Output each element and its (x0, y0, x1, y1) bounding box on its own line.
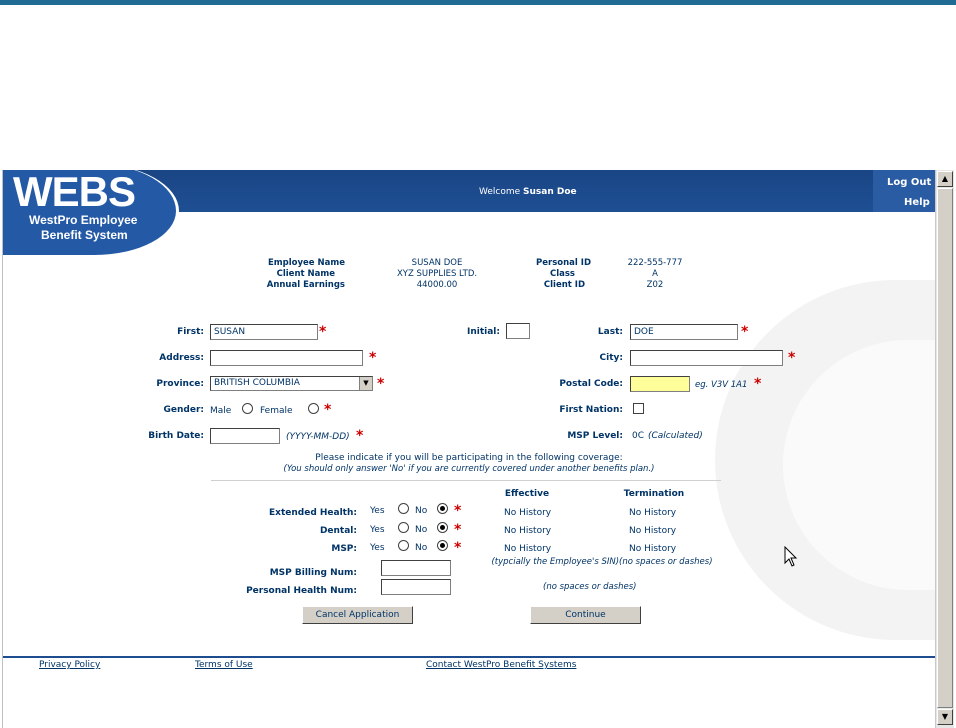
employee-name-value: SUSAN DOE (411, 258, 463, 268)
msp-no-radio[interactable] (437, 540, 448, 551)
coverage-instruction: Please indicate if you will be participating in the following coverage: (315, 453, 623, 463)
logout-link[interactable]: Log Out (887, 177, 932, 188)
client-name-label: Client Name (276, 269, 335, 279)
initial-label: Initial: (467, 327, 500, 337)
welcome-message (479, 187, 577, 197)
birth-date-input[interactable] (210, 428, 280, 444)
required-marker: * (454, 540, 462, 556)
required-marker: * (754, 376, 762, 392)
extended-health-yes-label: Yes (370, 506, 385, 516)
top-rule (0, 0, 956, 5)
last-name-input[interactable]: DOE (630, 324, 738, 340)
gender-male-radio[interactable] (242, 403, 253, 414)
required-marker: * (788, 350, 796, 366)
scroll-up-icon[interactable]: ▲ (937, 171, 953, 187)
dental-no-label: No (415, 525, 428, 535)
msp-level-label: MSP Level: (567, 431, 623, 441)
class-label: Class (549, 269, 575, 279)
initial-input[interactable] (506, 323, 530, 339)
mouse-cursor-icon (784, 546, 798, 568)
scroll-thumb[interactable] (937, 188, 953, 708)
dental-termination: No History (629, 526, 677, 536)
city-label: City: (599, 353, 623, 363)
province-selected-value: BRITISH COLUMBIA (214, 378, 300, 388)
first-nation-label: First Nation: (559, 405, 623, 415)
address-input[interactable] (210, 350, 363, 366)
required-marker: * (356, 428, 364, 444)
province-label: Province: (156, 379, 204, 389)
postal-code-label: Postal Code: (559, 379, 623, 389)
dental-label: Dental: (319, 526, 357, 536)
msp-no-label: No (415, 543, 428, 553)
help-link[interactable]: Help (904, 197, 930, 208)
required-marker: * (741, 324, 749, 340)
welcome-user: Susan Doe (523, 187, 577, 197)
extended-health-termination: No History (629, 508, 677, 518)
contact-link[interactable]: Contact WestPro Benefit Systems (426, 660, 577, 670)
postal-code-input[interactable] (630, 376, 690, 392)
client-name-value: XYZ SUPPLIES LTD. (396, 269, 478, 279)
msp-effective: No History (504, 544, 552, 554)
city-input[interactable] (630, 350, 783, 366)
postal-code-hint: eg. V3V 1A1 (695, 380, 748, 390)
required-marker: * (454, 503, 462, 519)
extended-health-no-label: No (415, 506, 428, 516)
chevron-down-icon[interactable]: ▼ (359, 377, 372, 390)
dental-no-radio[interactable] (437, 522, 448, 533)
vertical-scrollbar[interactable] (935, 170, 954, 728)
logo-text: WEBS (13, 170, 135, 215)
privacy-policy-link[interactable]: Privacy Policy (39, 660, 101, 670)
dental-effective: No History (504, 526, 552, 536)
dental-yes-radio[interactable] (398, 522, 409, 533)
terms-of-use-link[interactable]: Terms of Use (195, 660, 253, 670)
msp-billing-input[interactable] (381, 560, 451, 576)
employee-name-label: Employee Name (267, 258, 345, 268)
divider (211, 480, 721, 481)
browser-frame (2, 170, 954, 728)
continue-button[interactable]: Continue (530, 606, 641, 624)
cancel-application-button[interactable]: Cancel Application (302, 606, 413, 624)
footer-divider (3, 656, 935, 658)
msp-yes-radio[interactable] (398, 540, 409, 551)
province-select[interactable] (210, 376, 373, 391)
class-value: A (652, 269, 658, 279)
first-name-input[interactable]: SUSAN (210, 324, 318, 340)
msp-level-note: (Calculated) (648, 431, 703, 441)
required-marker: * (377, 376, 385, 392)
msp-billing-note: (typcially the Employee's SIN)(no spaces or dashes) (491, 557, 713, 567)
dental-yes-label: Yes (370, 525, 385, 535)
logo-subtitle-line2: Benefit System (41, 228, 128, 242)
gender-male-label: Male (210, 406, 232, 416)
birth-date-hint: (YYYY-MM-DD) (286, 432, 350, 442)
personal-health-num-label: Personal Health Num: (246, 586, 357, 596)
extended-health-label: Extended Health: (269, 508, 357, 518)
address-label: Address: (159, 353, 204, 363)
personal-health-num-input[interactable] (381, 579, 451, 595)
msp-billing-label: MSP Billing Num: (269, 568, 357, 578)
required-marker: * (454, 522, 462, 538)
first-name-label: First: (177, 327, 204, 337)
gender-female-radio[interactable] (308, 403, 319, 414)
annual-earnings-label: Annual Earnings (266, 280, 345, 290)
msp-level-value: 0C (632, 431, 645, 441)
annual-earnings-value: 44000.00 (416, 280, 458, 290)
first-nation-checkbox[interactable] (633, 403, 644, 414)
msp-termination: No History (629, 544, 677, 554)
extended-health-effective: No History (504, 508, 552, 518)
termination-header: Termination (623, 489, 685, 499)
required-marker: * (324, 402, 332, 418)
client-id-value: Z02 (646, 280, 664, 290)
client-id-label: Client ID (543, 280, 585, 290)
msp-label: MSP: (331, 544, 357, 554)
birth-date-label: Birth Date: (148, 431, 204, 441)
msp-yes-label: Yes (370, 543, 385, 553)
gender-female-label: Female (260, 406, 293, 416)
effective-header: Effective (504, 489, 550, 499)
scroll-down-icon[interactable]: ▼ (937, 709, 953, 725)
required-marker: * (319, 324, 327, 340)
gender-label: Gender: (163, 405, 204, 415)
phn-note: (no spaces or dashes) (543, 582, 637, 592)
welcome-prefix: Welcome (479, 187, 521, 197)
logo-subtitle-line1: WestPro Employee (29, 213, 138, 227)
coverage-note: (You should only answer 'No' if you are currently covered under another benefits plan.) (283, 464, 655, 474)
extended-health-no-radio[interactable] (437, 503, 448, 514)
webs-logo (3, 170, 179, 258)
personal-id-value: 222-555-777 (627, 258, 683, 268)
personal-id-label: Personal ID (536, 258, 591, 268)
extended-health-yes-radio[interactable] (398, 503, 409, 514)
last-name-label: Last: (597, 327, 623, 337)
required-marker: * (369, 350, 377, 366)
